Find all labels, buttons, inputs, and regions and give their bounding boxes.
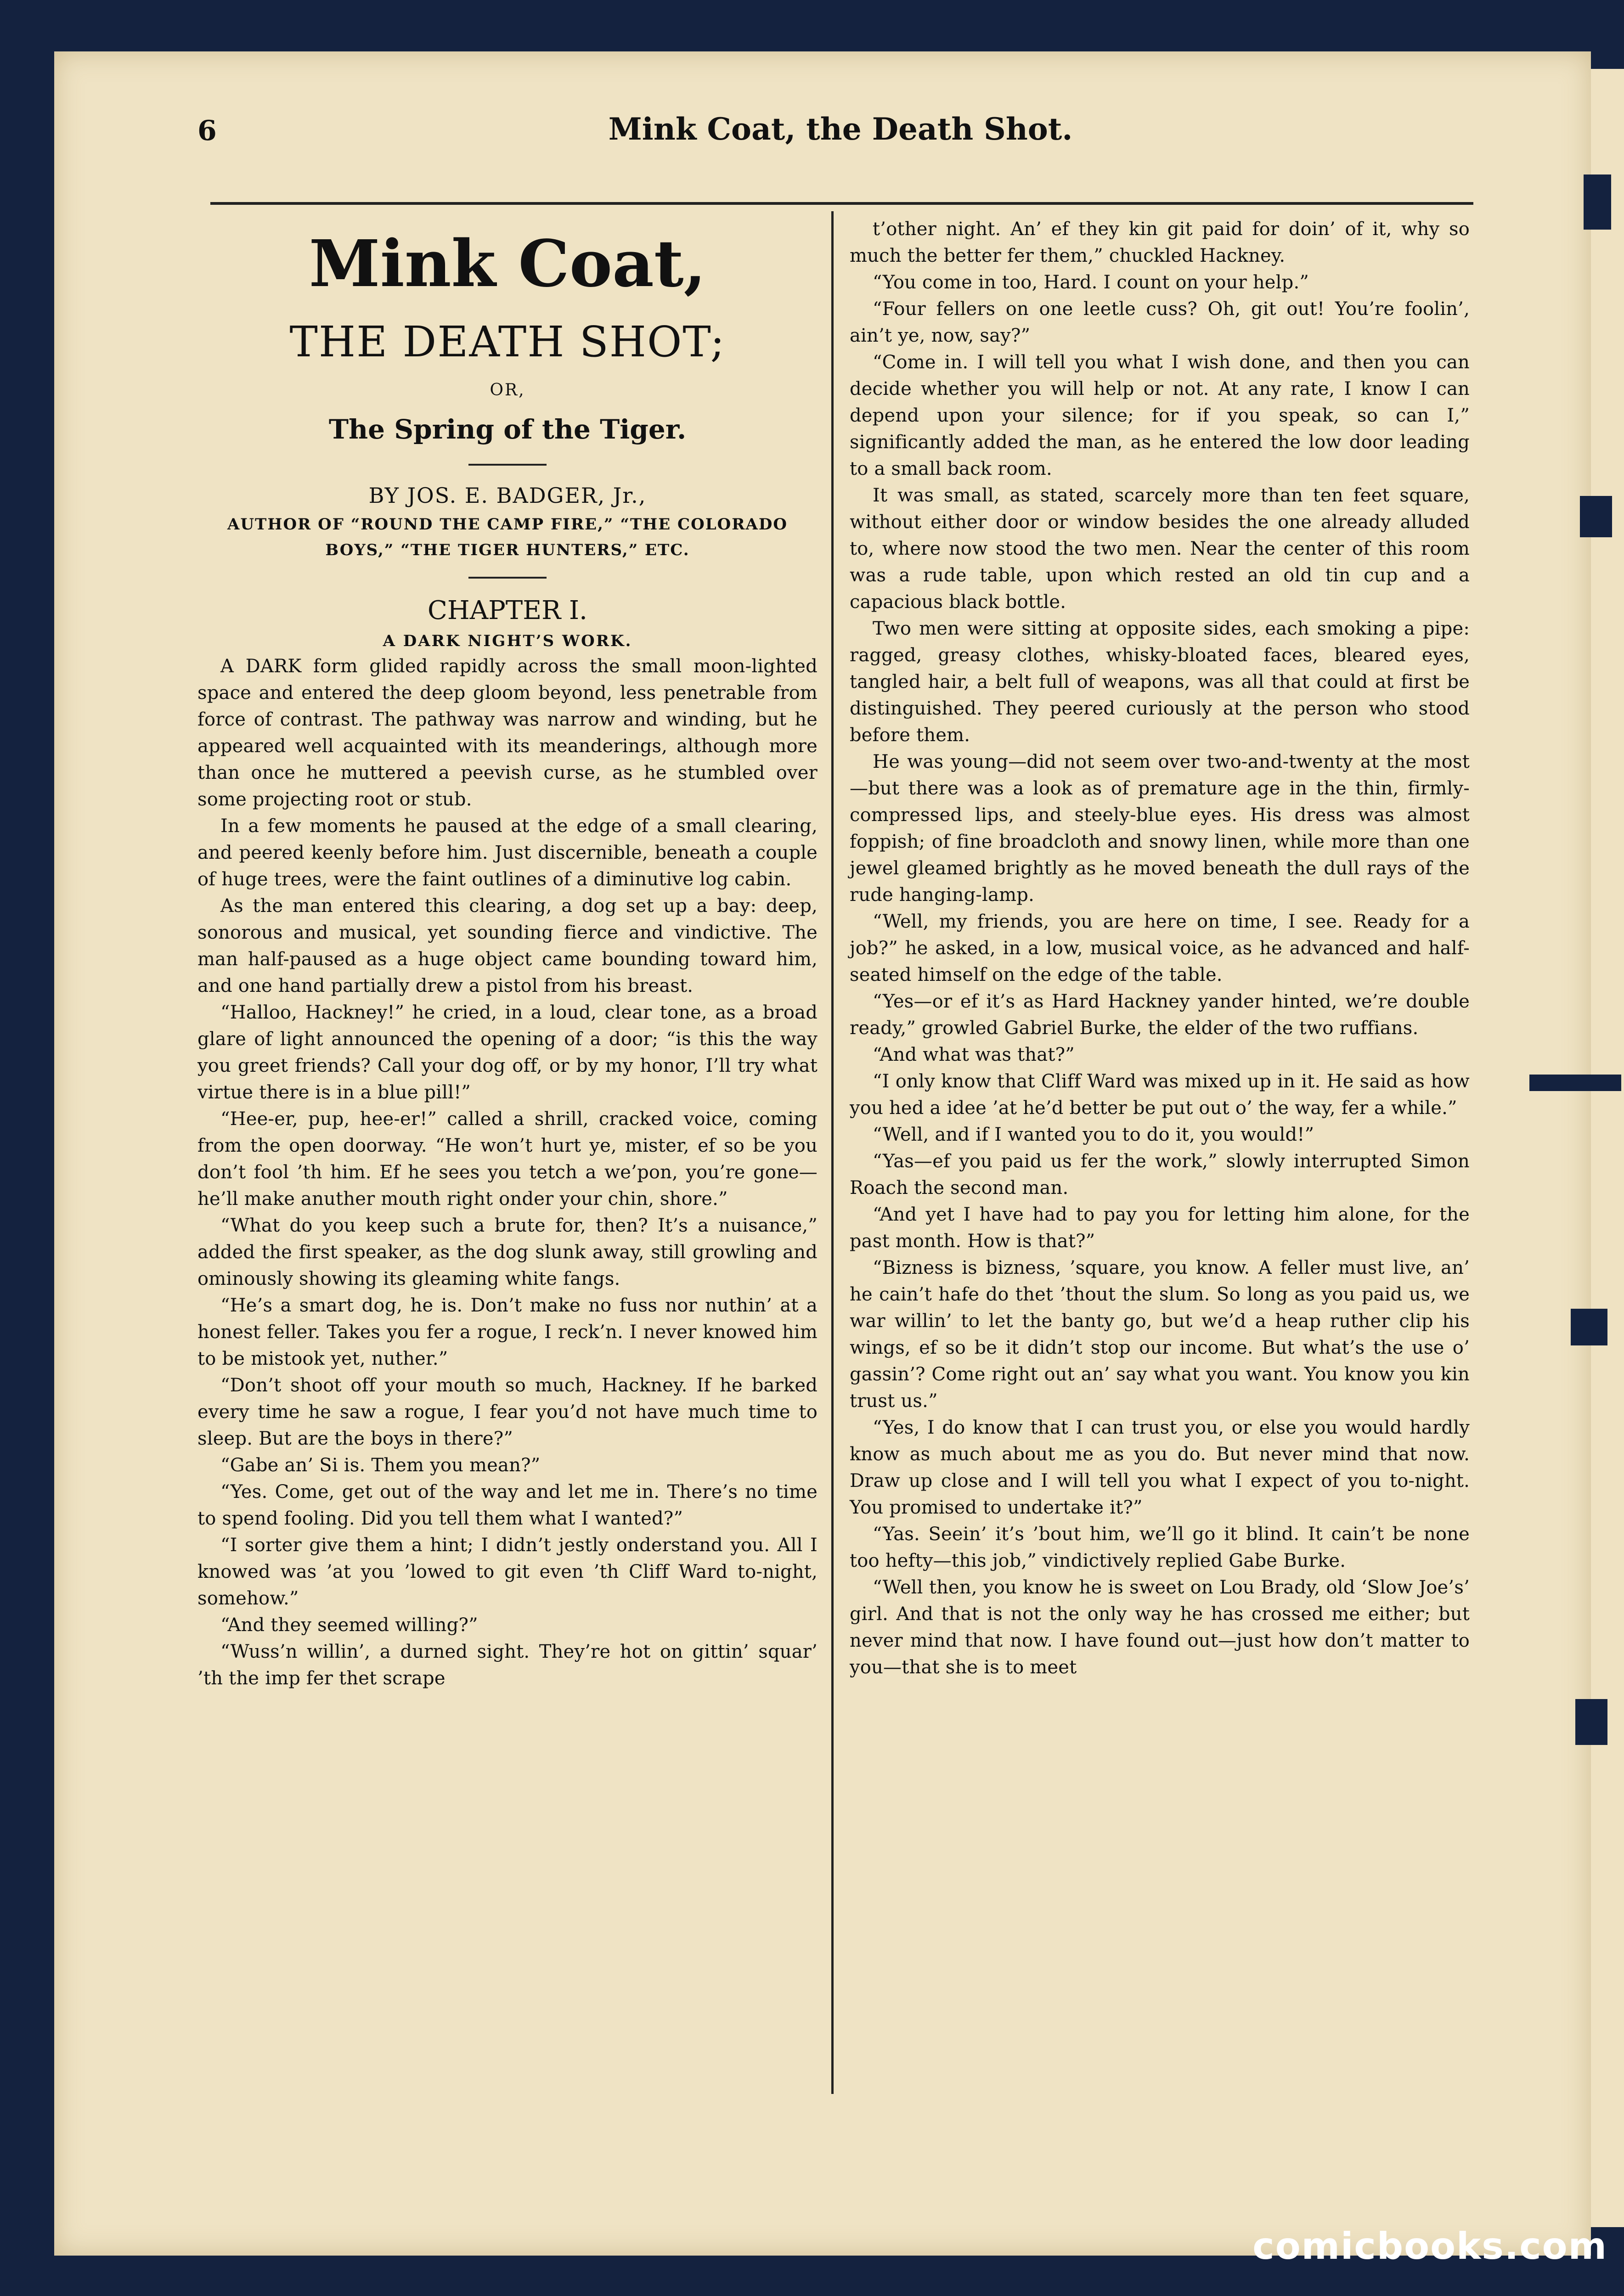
paragraph: “I sorter give them a hint; I didn’t jestly onderstand you. All I knowed was ’at you ’lowed to git even ’th Cliff Ward to-night, somehow.” xyxy=(197,1535,818,1609)
paragraph: “Wuss’n willin’, a durned sight. They’re hot on gittin’ squar’ ’th the imp fer thet scrape xyxy=(197,1641,818,1689)
story-subtitle: THE DEATH SHOT; xyxy=(289,317,726,366)
column-rule xyxy=(831,211,834,2094)
running-title: Mink Coat, the Death Shot. xyxy=(608,111,1073,147)
paragraph: “Yes. Come, get out of the way and let me in. There’s no time to spend fooling. Did you tell them what I wanted?” xyxy=(197,1481,818,1529)
paragraph: “And what was that?” xyxy=(873,1044,1075,1065)
chapter-title: A DARK NIGHT’S WORK. xyxy=(383,632,632,650)
story-title: Mink Coat, xyxy=(309,226,706,302)
right-column-body xyxy=(850,216,1470,1681)
paragraph: “Yes—or ef it’s as Hard Hackney yander hinted, we’re double ready,” growled Gabriel Burke, the elder of the two ruffians. xyxy=(850,991,1470,1039)
author-credits: AUTHOR OF “ROUND THE CAMP FIRE,” “THE COLORADO BOYS,” “THE TIGER HUNTERS,” ETC. xyxy=(227,515,788,559)
title-divider xyxy=(468,464,547,466)
paragraph: As the man entered this clearing, a dog set up a bay: deep, sonorous and musical, yet sounding fierce and vindictive. The man half-paused as a huge object came bounding toward him, and one hand partially drew a pistol from his breast. xyxy=(197,895,818,996)
header-rule xyxy=(210,202,1473,205)
alternate-title: The Spring of the Tiger. xyxy=(328,414,687,445)
torn-edge-notch xyxy=(1529,1075,1621,1091)
torn-edge-notch xyxy=(1584,174,1611,230)
chapter-heading: CHAPTER I. xyxy=(428,596,587,625)
left-column-body xyxy=(197,653,818,1692)
byline: BY JOS. E. BADGER, Jr., xyxy=(368,483,647,508)
torn-edge-notch xyxy=(1571,1309,1607,1345)
paragraph: “He’s a smart dog, he is. Don’t make no fuss nor nuthin’ at a honest feller. Takes you fer a rogue, I reck’n. I never knowed him to be mistook yet, nuther.” xyxy=(197,1295,818,1369)
or-text: OR, xyxy=(490,381,525,400)
paragraph: “Hee-er, pup, hee-er!” called a shrill, cracked voice, coming from the open doorway. “He won’t hurt ye, mister, ef so be you don’t fool ’th him. Ef he sees you tetch a we’pon, you’re gone—he’ll make anuther mouth right onder your chin, shore.” xyxy=(197,1109,818,1210)
paragraph: In a few moments he paused at the edge of a small clearing, and peered keenly before him. Just discernible, beneath a couple of huge trees, were the faint outlines of a diminutive log cabin. xyxy=(197,816,818,890)
paragraph: “Yes, I do know that I can trust you, or else you would hardly know as much about me as you do. But never mind that now. Draw up close and I will tell you what I expect of you to-night. You promised to undertake it?” xyxy=(850,1417,1470,1518)
page-header xyxy=(197,101,1483,174)
paragraph: “Well, my friends, you are here on time, I see. Ready for a job?” he asked, in a low, musical voice, as he advanced and half-seated himself on the edge of the table. xyxy=(850,911,1470,985)
paragraph: t’other night. An’ ef they kin git paid for doin’ of it, why so much the better fer them,” chuckled Hackney. xyxy=(850,219,1470,266)
paragraph: “What do you keep such a brute for, then? It’s a nuisance,” added the first speaker, as the dog slunk away, still growling and ominously showing its gleaming white fangs. xyxy=(197,1215,818,1289)
page-number: 6 xyxy=(197,115,217,147)
paragraph: “And yet I have had to pay you for letting him alone, for the past month. How is that?” xyxy=(850,1204,1470,1252)
left-column xyxy=(197,216,818,1692)
paragraph: A DARK form glided rapidly across the small moon-lighted space and entered the deep gloom beyond, less penetrable from force of contrast. The pathway was narrow and winding, but he appeared well acquainted with its meanderings, although more than once he muttered a peevish curse, as he stumbled over some projecting root or stub. xyxy=(197,656,818,810)
chapter-divider xyxy=(468,577,547,579)
paragraph: “Halloo, Hackney!” he cried, in a loud, clear tone, as a broad glare of light announced the opening of a door; “is this the way you greet friends? Call your dog off, or by my honor, I’ll try what virtue there is in a blue pill!” xyxy=(197,1002,818,1103)
paragraph: He was young—did not seem over two-and-twenty at the most—but there was a look as of premature age in the thin, firmly-compressed lips, and steely-blue eyes. His dress was almost foppish; of fine broadcloth and snowy linen, while more than one jewel gleamed brightly as he moved beneath the dull rays of the rude hanging-lamp. xyxy=(850,751,1470,906)
paragraph: “I only know that Cliff Ward was mixed up in it. He said as how you hed a idee ’at he’d better be put out o’ the way, fer a while.” xyxy=(850,1071,1470,1119)
paragraph: It was small, as stated, scarcely more than ten feet square, without either door or window besides the one already alluded to, where now stood the two men. Near the center of this room was a rude table, upon which rested an old tin cup and a capacious black bottle. xyxy=(850,485,1470,613)
paragraph: “Gabe an’ Si is. Them you mean?” xyxy=(220,1455,541,1476)
paragraph: “Don’t shoot off your mouth so much, Hackney. If he barked every time he saw a rogue, I fear you’d not have much time to sleep. But are the boys in there?” xyxy=(197,1375,818,1449)
paragraph: “Well, and if I wanted you to do it, you would!” xyxy=(873,1124,1314,1145)
right-column xyxy=(850,216,1470,1681)
paragraph: “Bizness is bizness, ’square, you know. A feller must live, an’ he cain’t hafe do thet ’thout the slum. So long as you paid us, we war willin’ to let the banty go, but we’d a heap ruther clip his wings, ef so be it didn’t stop our income. But what’s the use o’ gassin’? Come right out an’ say what you want. You know you kin trust us.” xyxy=(850,1257,1470,1412)
paragraph: “And they seemed willing?” xyxy=(220,1615,478,1636)
paragraph: “You come in too, Hard. I count on your help.” xyxy=(873,272,1309,293)
watermark: comicbooks.com xyxy=(1252,2225,1607,2268)
paragraph: “Four fellers on one leetle cuss? Oh, git out! You’re foolin’, ain’t ye, now, say?” xyxy=(850,298,1470,346)
paragraph: “Yas. Seein’ it’s ’bout him, we’ll go it blind. It cain’t be none too hefty—this job,” vindictively replied Gabe Burke. xyxy=(850,1524,1470,1571)
paragraph: Two men were sitting at opposite sides, each smoking a pipe: ragged, greasy clothes, whisky-bloated faces, bleared eyes, tangled hair, a belt full of weapons, was all that could at first be distinguished. They peered curiously at the person who stood before them. xyxy=(850,618,1470,746)
torn-edge-notch xyxy=(1580,496,1612,537)
torn-edge-notch xyxy=(1575,1699,1607,1745)
paragraph: “Well then, you know he is sweet on Lou Brady, old ‘Slow Joe’s’ girl. And that is not the only way he has crossed me either; but never mind that now. I have found out—just how don’t matter to you—that she is to meet xyxy=(850,1577,1470,1678)
paragraph: “Come in. I will tell you what I wish done, and then you can decide whether you will help or not. At any rate, I know I can depend upon your silence; for if you speak, so can I,” significantly added the man, as he entered the low door leading to a small back room. xyxy=(850,352,1470,479)
paragraph: “Yas—ef you paid us fer the work,” slowly interrupted Simon Roach the second man. xyxy=(850,1151,1470,1199)
